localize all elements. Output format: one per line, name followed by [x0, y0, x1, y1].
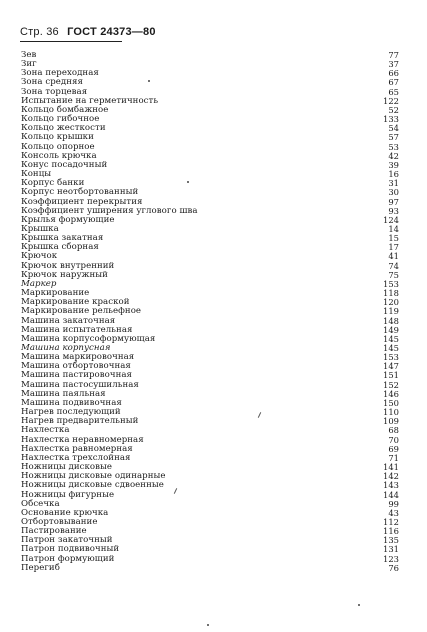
entry-page: 67: [388, 77, 399, 88]
entry-page: 133: [383, 114, 399, 125]
entry-term: Консоль крючка: [21, 150, 97, 161]
entry-page: 42: [388, 150, 399, 161]
entry-page: 17: [388, 242, 399, 253]
entry-term: Кольцо жесткости: [21, 123, 106, 134]
entry-page: 131: [383, 544, 399, 555]
entry-page: 30: [388, 187, 399, 198]
entry-term: Зев: [21, 50, 37, 60]
entry-term: Кольцо опорное: [21, 141, 95, 152]
entry-term: Крючок внутренний: [21, 260, 115, 271]
entry-term: Крышка сборная: [21, 242, 99, 253]
entry-page: 14: [388, 223, 399, 234]
entry-page: 110: [383, 407, 399, 418]
entry-term: Обсечка: [21, 498, 60, 509]
entry-term: Крючок: [21, 251, 58, 262]
index-entry: [21, 271, 399, 280]
entry-page: 54: [388, 123, 399, 134]
index-entry: [21, 555, 399, 564]
entry-page: 43: [388, 507, 399, 518]
entry-term: Ножницы фигурные: [21, 489, 115, 500]
entry-term: Перегиб: [21, 562, 60, 573]
entry-term: Патрон закаточный: [21, 535, 113, 546]
scan-speck: [358, 604, 360, 606]
entry-term: Корпус неотбортованный: [21, 187, 139, 198]
entry-term: Патрон подвивочный: [21, 544, 120, 555]
entry-page: 76: [388, 562, 399, 573]
entry-term: Пастирование: [21, 526, 87, 537]
entry-term: Нахлестка равномерная: [21, 443, 133, 454]
entry-page: 145: [383, 343, 399, 353]
entry-term: Нагрев последующий: [21, 407, 121, 418]
entry-page: 146: [383, 388, 399, 399]
entry-term: Машина подвивочная: [21, 397, 122, 408]
entry-term: Зона средняя: [21, 77, 83, 88]
entry-page: 37: [388, 59, 399, 70]
entry-term: Отбортовывание: [21, 516, 98, 527]
entry-term: Маркирование рельефное: [21, 306, 142, 317]
entry-page: 141: [383, 462, 399, 473]
entry-term: Ножницы дисковые сдвоенные: [21, 480, 164, 491]
entry-term: Нагрев предварительный: [21, 416, 139, 427]
entry-page: 135: [383, 535, 399, 546]
entry-page: 77: [388, 50, 399, 60]
entry-term: Ножницы дисковые одинарные: [21, 471, 166, 482]
entry-page: 143: [383, 480, 399, 491]
scan-speck: [207, 624, 209, 626]
entry-page: 41: [388, 251, 399, 262]
index-entry: [21, 491, 399, 500]
entry-page: 119: [383, 306, 399, 317]
entry-term: Крючок наружный: [21, 269, 108, 280]
entry-term: Кольцо гибочное: [21, 114, 100, 125]
entry-term: Машина корпусоформующая: [21, 333, 156, 344]
index-entry: [21, 161, 399, 170]
entry-page: 53: [388, 141, 399, 152]
entry-page: 149: [383, 324, 399, 335]
entry-page: 65: [388, 86, 399, 97]
entry-page: 97: [388, 196, 399, 207]
index-entry: [21, 417, 399, 426]
entry-term: Машина пастосушильная: [21, 379, 139, 390]
entry-page: 147: [383, 361, 399, 372]
entry-page: 153: [383, 352, 399, 363]
entry-term: Машина паяльная: [21, 388, 106, 399]
entry-term: Нахлестка трехслойная: [21, 452, 131, 463]
entry-page: 71: [388, 452, 399, 463]
entry-page: 16: [388, 169, 399, 180]
entry-page: 123: [383, 553, 399, 564]
index-entry: [21, 51, 399, 60]
entry-term: Кольцо крышки: [21, 132, 94, 143]
entry-term: Конус посадочный: [21, 159, 108, 170]
entry-page: 74: [388, 260, 399, 271]
entry-page: 52: [388, 104, 399, 115]
entry-term: Корпус банки: [21, 178, 85, 189]
entry-page: 99: [388, 498, 399, 509]
entry-page: 112: [383, 516, 399, 527]
entry-page: 109: [383, 416, 399, 427]
index-entry: [21, 243, 399, 252]
entry-term: Машина испытательная: [21, 324, 133, 335]
entry-page: 145: [383, 333, 399, 344]
entry-term: Маркирование краской: [21, 297, 130, 308]
entry-term: Нахлестка: [21, 425, 70, 436]
scan-speck: [148, 80, 150, 82]
entry-term: Зона торцевая: [21, 86, 88, 97]
entry-term: Крылья формующие: [21, 214, 115, 225]
entry-page: 120: [383, 297, 399, 308]
entry-term: Машина пастировочная: [21, 370, 133, 381]
index-list: [21, 51, 399, 573]
entry-page: 39: [388, 159, 399, 170]
header-rule: [20, 41, 122, 42]
entry-term: Ножницы дисковые: [21, 462, 113, 473]
entry-page: 75: [388, 269, 399, 280]
entry-page: 153: [383, 278, 399, 289]
entry-term: Машина закаточная: [21, 315, 116, 326]
entry-term: Крышка закатная: [21, 233, 104, 244]
document-code: ГОСТ 24373—80: [67, 26, 156, 38]
entry-term: Маркер: [21, 278, 57, 289]
entry-page: 144: [383, 489, 399, 500]
entry-page: 70: [388, 434, 399, 445]
entry-term: Кольцо бомбажное: [21, 104, 109, 115]
entry-term: Машина корпусная: [21, 343, 111, 353]
entry-page: 152: [383, 379, 399, 390]
scan-speck: [187, 181, 189, 183]
entry-page: 57: [388, 132, 399, 143]
entry-term: Машина отбортовочная: [21, 361, 131, 372]
entry-page: 122: [383, 95, 399, 106]
entry-page: 148: [383, 315, 399, 326]
entry-page: 142: [383, 471, 399, 482]
entry-term: Основание крючка: [21, 507, 109, 518]
entry-term: Зиг: [21, 59, 37, 70]
entry-term: Крышка: [21, 223, 59, 234]
entry-page: 124: [383, 214, 399, 225]
entry-page: 118: [383, 288, 399, 299]
index-entry: [21, 216, 399, 225]
entry-page: 116: [383, 526, 399, 537]
entry-page: 68: [388, 425, 399, 436]
entry-term: Нахлестка неравномерная: [21, 434, 144, 445]
entry-term: Машина маркировочная: [21, 352, 135, 363]
entry-term: Зона переходная: [21, 68, 99, 79]
entry-term: Маркирование: [21, 288, 90, 299]
entry-term: Коэффициент уширения углового шва: [21, 205, 198, 216]
page-number: Стр. 36: [20, 26, 59, 38]
entry-page: 69: [388, 443, 399, 454]
page-header: [20, 26, 156, 38]
entry-page: 31: [388, 178, 399, 189]
entry-page: 15: [388, 233, 399, 244]
entry-page: 66: [388, 68, 399, 79]
entry-page: 151: [383, 370, 399, 381]
entry-page: 93: [388, 205, 399, 216]
entry-term: Коэффициент перекрытия: [21, 196, 143, 207]
entry-term: Концы: [21, 169, 52, 180]
entry-term: Патрон формующий: [21, 553, 115, 564]
index-entry: [21, 564, 399, 573]
entry-page: 150: [383, 397, 399, 408]
entry-term: Испытание на герметичность: [21, 95, 159, 106]
